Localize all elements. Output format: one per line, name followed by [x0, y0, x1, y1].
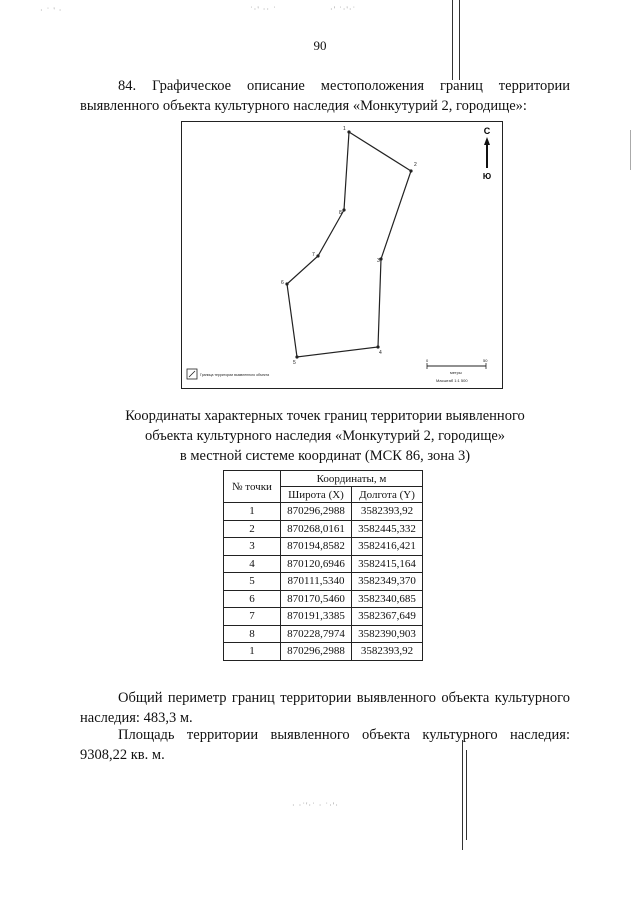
- svg-text:Граница территории выявленного: Граница территории выявленного объекта: [200, 373, 270, 377]
- scan-noise: ·' ˙·'·˙: [330, 5, 357, 14]
- svg-text:Масштаб 1:1 500: Масштаб 1:1 500: [436, 378, 468, 383]
- cell-latitude: 870296,2988: [281, 503, 352, 521]
- cell-point-number: 1: [224, 643, 281, 661]
- cell-latitude: 870120,6946: [281, 555, 352, 573]
- cell-latitude: 870111,5340: [281, 573, 352, 591]
- scan-noise: · ·˙'·˙ · ˙·'·: [292, 801, 339, 810]
- cell-longitude: 3582367,649: [352, 608, 423, 626]
- cell-point-number: 4: [224, 555, 281, 573]
- intro-paragraph: [80, 76, 570, 116]
- coordinates-table: [223, 470, 423, 661]
- scale-bar: [426, 358, 488, 383]
- header-longitude: Долгота (Y): [352, 487, 423, 503]
- table-row: [224, 555, 423, 573]
- table-row: [224, 503, 423, 521]
- header-point-number: № точки: [224, 471, 281, 503]
- point-label: 4: [379, 350, 382, 356]
- cell-longitude: 3582340,685: [352, 590, 423, 608]
- cell-longitude: 3582393,92: [352, 503, 423, 521]
- svg-text:Ю: Ю: [482, 172, 492, 181]
- cell-point-number: 7: [224, 608, 281, 626]
- svg-text:0: 0: [426, 358, 429, 363]
- cell-point-number: 8: [224, 625, 281, 643]
- point-label: 3: [377, 258, 380, 264]
- boundary-polygon: [287, 132, 411, 357]
- boundary-map: [181, 121, 503, 389]
- cell-longitude: 3582393,92: [352, 643, 423, 661]
- table-row: [224, 625, 423, 643]
- point-label: 2: [414, 162, 417, 168]
- boundary-vertices: [285, 130, 412, 358]
- north-arrow-icon: [483, 126, 491, 181]
- cell-longitude: 3582349,370: [352, 573, 423, 591]
- point-label: 7: [312, 252, 315, 258]
- point-label: 8: [339, 210, 342, 216]
- svg-text:С: С: [483, 126, 491, 136]
- header-latitude: Широта (X): [281, 487, 352, 503]
- table-header-row: [224, 471, 423, 487]
- table-row: [224, 643, 423, 661]
- cell-latitude: 870228,7974: [281, 625, 352, 643]
- table-row: [224, 590, 423, 608]
- cell-point-number: 5: [224, 573, 281, 591]
- cell-latitude: 870194,8582: [281, 538, 352, 556]
- table-row: [224, 538, 423, 556]
- svg-text:50: 50: [483, 358, 488, 363]
- perimeter-paragraph: Общий периметр границ территории выявленного объекта культурного наследия: 483,3 м.: [80, 690, 570, 726]
- cell-longitude: 3582390,903: [352, 625, 423, 643]
- intro-number: 84.: [118, 78, 137, 94]
- scan-noise: ˙·' ·· ˙: [250, 5, 277, 14]
- cell-point-number: 6: [224, 590, 281, 608]
- cell-latitude: 870191,3385: [281, 608, 352, 626]
- cell-point-number: 2: [224, 520, 281, 538]
- scan-line: [630, 130, 631, 170]
- boundary-map-drawing: [182, 122, 502, 388]
- cell-latitude: 870268,0161: [281, 520, 352, 538]
- cell-longitude: 3582416,421: [352, 538, 423, 556]
- map-legend: [187, 369, 269, 379]
- point-label: 6: [281, 280, 284, 286]
- page-number: 90: [313, 38, 327, 53]
- cell-point-number: 1: [224, 503, 281, 521]
- point-label: 5: [293, 360, 296, 366]
- point-label: 1: [343, 126, 346, 132]
- svg-text:метры: метры: [450, 370, 462, 375]
- cell-longitude: 3582415,164: [352, 555, 423, 573]
- cell-point-number: 3: [224, 538, 281, 556]
- header-coordinates: Координаты, м: [281, 471, 423, 487]
- cell-longitude: 3582445,332: [352, 520, 423, 538]
- table-row: [224, 520, 423, 538]
- cell-latitude: 870170,5460: [281, 590, 352, 608]
- table-row: [224, 573, 423, 591]
- scan-noise: · ˙ ' ·: [40, 6, 63, 15]
- table-title: Координаты характерных точек границ территории выявленного объекта культурного наследия «Монкутурий 2, городище» в местной системе координат (МСК 86, зона 3): [125, 408, 525, 464]
- area-paragraph: Площадь территории выявленного объекта культурного наследия: 9308,22 кв. м.: [80, 727, 570, 763]
- table-row: [224, 608, 423, 626]
- intro-text: Графическое описание местоположения границ территории выявленного объекта культурного наследия «Монкутурий 2, городище»:: [80, 78, 571, 114]
- cell-latitude: 870296,2988: [281, 643, 352, 661]
